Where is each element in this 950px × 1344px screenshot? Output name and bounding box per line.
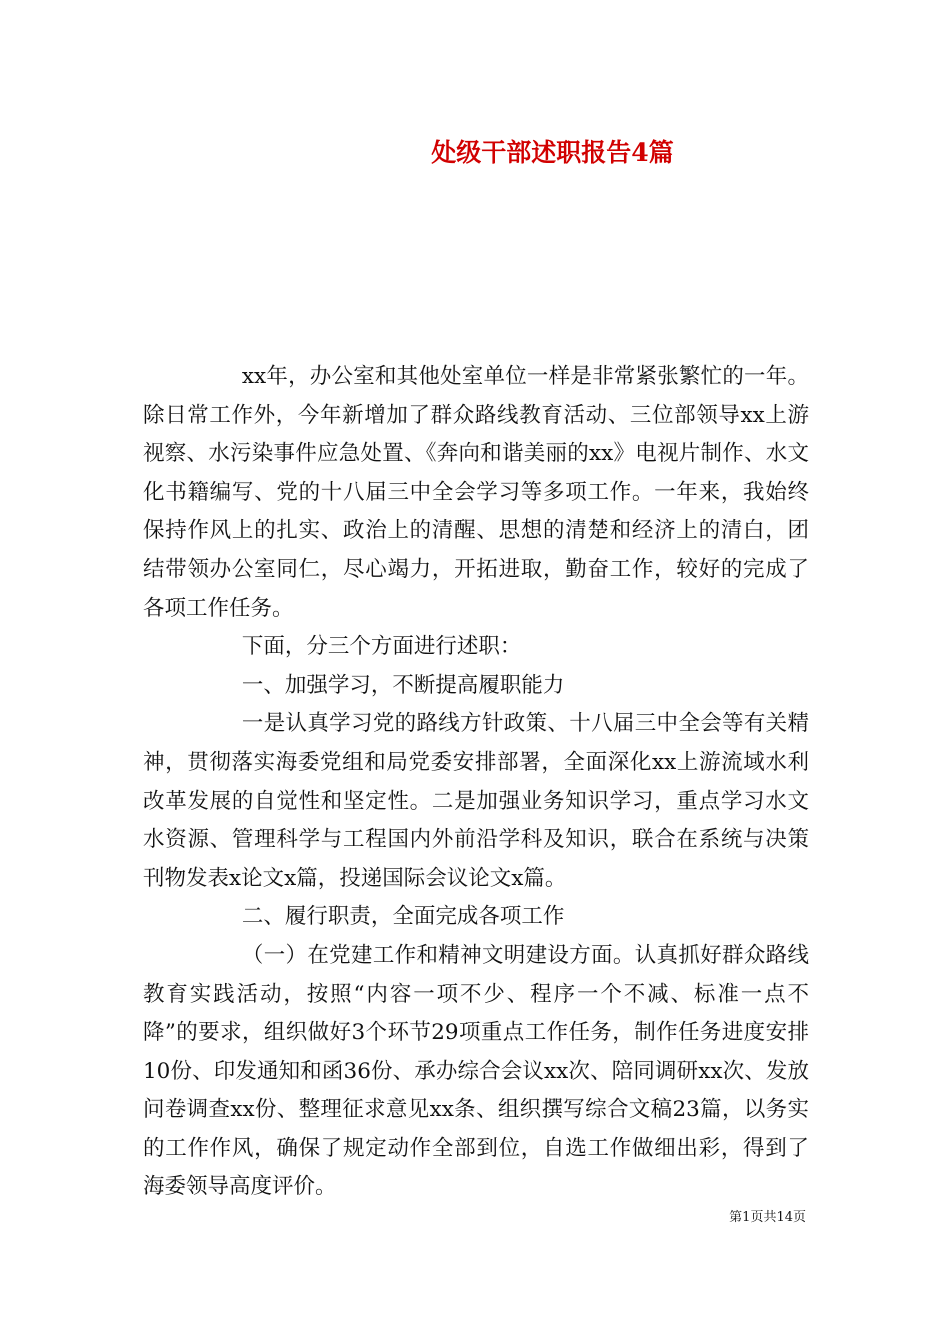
paragraph-intro: xx年，办公室和其他处室单位一样是非常紧张繁忙的一年。除日常工作外，今年新增加了群众路线教育活动、三位部领导xx上游视察、水污染事件应急处置、《奔向和谐美丽的xx》电视片制作、水文化书籍编写、党的十八届三中全会学习等多项工作。一年来，我始终保持作风上的扎实、政治上的清醒、思想的清楚和经济上的清白，团结带领办公室同仁，尽心竭力，开拓进取，勤奋工作，较好的完成了各项工作任务。 xyxy=(143,364,809,621)
paragraph-outline: 下面，分三个方面进行述职： xyxy=(241,634,522,660)
page-number: 第1页共14页 xyxy=(729,1210,806,1225)
paragraph-study: 一是认真学习党的路线方针政策、十八届三中全会等有关精神，贯彻落实海委党组和局党委安排部署，全面深化xx上游流域水利改革发展的自觉性和坚定性。二是加强业务知识学习，重点学习水文水资源、管理科学与工程国内外前沿学科及知识，联合在系统与决策刊物发表x论文x篇，投递国际会议论文x篇。 xyxy=(143,711,809,891)
section-heading-1: 一、加强学习，不断提高履职能力 xyxy=(241,672,565,698)
section-heading-2: 二、履行职责，全面完成各项工作 xyxy=(241,904,565,930)
paragraph-party-building: （一）在党建工作和精神文明建设方面。认真抓好群众路线教育实践活动，按照“内容一项不少、程序一个不减、标准一点不降”的要求，组织做好3个环节29项重点工作任务，制作任务进度安排10份、印发通知和函36份、承办综合会议xx次、陪同调研xx次、发放问卷调查xx份、整理征求意见xx条、组织撰写综合文稿23篇，以务实的工作作风，确保了规定动作全部到位，自选工作做细出彩，得到了海委领导高度评价。 xyxy=(143,942,809,1200)
document-body xyxy=(143,358,809,1207)
document-title: 处级干部述职报告4篇 xyxy=(431,138,674,167)
